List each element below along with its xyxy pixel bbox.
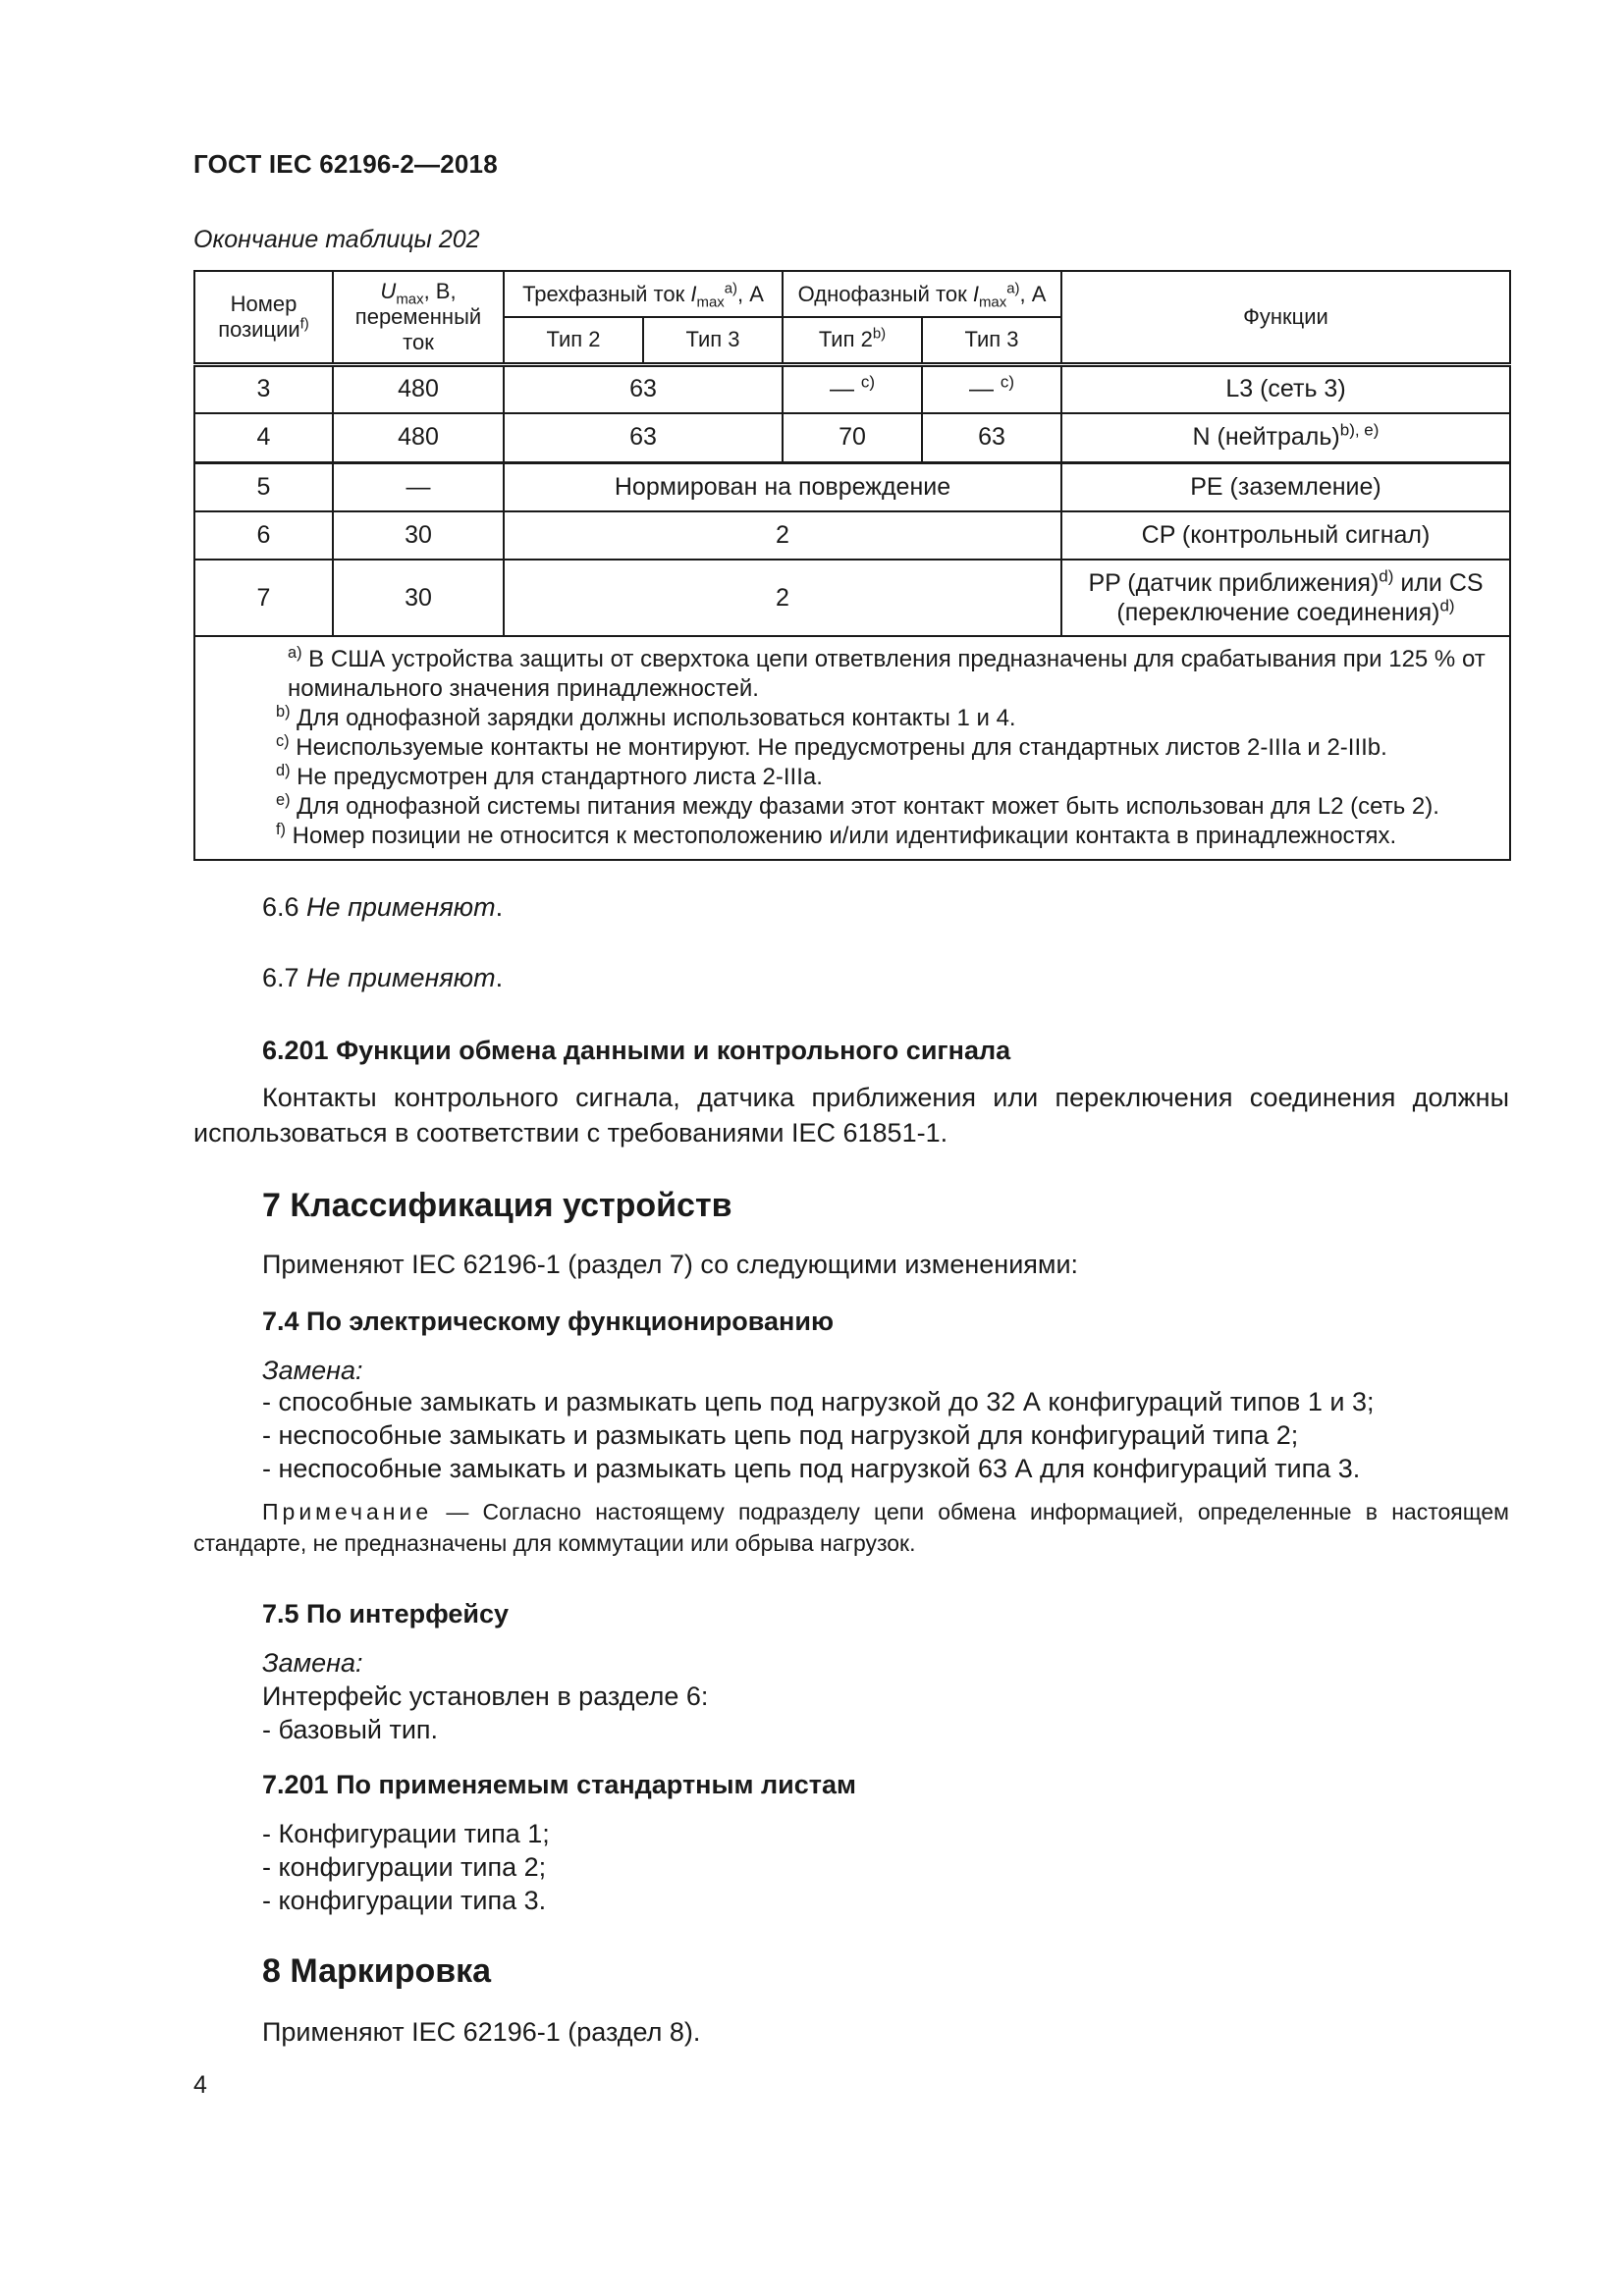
section-7-body: Применяют IEC 62196-1 (раздел 7) со следующими изменениями:	[262, 1250, 1079, 1279]
footnote: $^{f)}$ Номер позиции не относится к местоположению и/или идентификации контакта в принадлежностях.	[276, 821, 1397, 849]
cell-single-type3: — $^{c)}$	[922, 364, 1061, 413]
cell-position: 3	[194, 364, 333, 413]
header-three-type2: Тип 2	[504, 317, 643, 364]
cell-function: CP (контрольный сигнал)	[1061, 511, 1510, 560]
section-8-title: 8 Маркировка	[262, 1952, 492, 1990]
table-row	[194, 462, 1510, 511]
cell-position: 4	[194, 413, 333, 462]
section-7-5-line2: - базовый тип.	[262, 1715, 439, 1744]
header-single-type2: Тип 2$^{b)}$	[783, 317, 922, 364]
cell-function: PP (датчик приближения)$^{d)}$ или CS (переключение соединения)$^{d)}$	[1061, 560, 1510, 636]
cell-single-type3: 63	[922, 413, 1061, 462]
footnote: $^{d)}$ Не предусмотрен для стандартного листа 2-IIIa.	[276, 762, 823, 790]
list-item: - способные замыкать и размыкать цепь под нагрузкой до 32 А конфигураций типов 1 и 3;	[262, 1387, 1375, 1416]
cell-umax: 30	[333, 560, 504, 636]
table-caption: Окончание таблицы 202	[193, 226, 480, 253]
table-row	[194, 511, 1510, 560]
table-row	[194, 364, 1510, 413]
header-three-phase: Трехфазный ток $I_{max}^{a)}$, А	[504, 271, 783, 317]
footnote: $^{b)}$ Для однофазной зарядки должны использоваться контакты 1 и 4.	[276, 703, 1016, 731]
section-6-6: 6.6 Не применяют.	[262, 892, 504, 922]
section-6-7: 6.7 Не применяют.	[262, 963, 504, 992]
cell-position: 7	[194, 560, 333, 636]
cell-umax: 480	[333, 413, 504, 462]
section-7-201-title: 7.201 По применяемым стандартным листам	[262, 1770, 856, 1799]
section-6-201-title: 6.201 Функции обмена данными и контрольного сигнала	[262, 1036, 1011, 1065]
section-6-201-body: Контакты контрольного сигнала, датчика приближения или переключения соединения должны использоваться в соответствии с требованиями IEC 61851-1.	[193, 1083, 1509, 1148]
section-7-4-note: Примечание — Согласно настоящему подразделу цепи обмена информацией, определенные в настоящем стандарте, не предназначены для коммутации или обрыва нагрузок.	[193, 1499, 1509, 1556]
cell-position: 5	[194, 462, 333, 511]
table-row	[194, 560, 1510, 636]
list-item: - неспособные замыкать и размыкать цепь под нагрузкой для конфигураций типа 2;	[262, 1420, 1299, 1450]
cell-umax: —	[333, 462, 504, 511]
header-functions: Функции	[1061, 271, 1510, 364]
list-item: - Конфигурации типа 1;	[262, 1819, 550, 1848]
section-8-body: Применяют IEC 62196-1 (раздел 8).	[262, 2017, 701, 2047]
cell-umax: 480	[333, 364, 504, 413]
cell-single-type2: — $^{c)}$	[783, 364, 922, 413]
table-header-row	[194, 271, 1510, 317]
list-item: - конфигурации типа 3.	[262, 1886, 547, 1915]
section-7-title: 7 Классификация устройств	[262, 1187, 732, 1224]
footnote: $^{a)}$ В США устройства защиты от сверхтока цепи ответвления предназначены для срабатывания при 125 % от номинального значения принадлежностей.	[288, 644, 1486, 702]
header-single-type3: Тип 3	[922, 317, 1061, 364]
table-footnotes	[194, 636, 1510, 860]
cell-three-phase: 63	[504, 364, 783, 413]
cell-function: L3 (сеть 3)	[1061, 364, 1510, 413]
pin-table	[193, 270, 1511, 861]
cell-umax: 30	[333, 511, 504, 560]
footnote: $^{c)}$ Неиспользуемые контакты не монтируют. Не предусмотрены для стандартных листов 2-IIIa и 2-IIIb.	[276, 732, 1387, 761]
header-single-phase: Однофазный ток $I_{max}^{a)}$, А	[783, 271, 1061, 317]
cell-function: PE (заземление)	[1061, 462, 1510, 511]
table-notes-row	[194, 636, 1510, 860]
header-position: Номер позиции$^{f)}$	[194, 271, 333, 364]
section-7-4-replace: Замена:	[262, 1356, 363, 1385]
cell-three-phase: 63	[504, 413, 783, 462]
cell-current-merged: 2	[504, 511, 1061, 560]
section-7-5-title: 7.5 По интерфейсу	[262, 1599, 509, 1629]
header-umax: $U_{max}$, В, переменный ток	[333, 271, 504, 364]
cell-current-merged: Нормирован на повреждение	[504, 462, 1061, 511]
document-header: ГОСТ IEC 62196-2—2018	[193, 149, 498, 179]
cell-current-merged: 2	[504, 560, 1061, 636]
cell-single-type2: 70	[783, 413, 922, 462]
page-number: 4	[193, 2071, 207, 2099]
section-7-5-line1: Интерфейс установлен в разделе 6:	[262, 1682, 709, 1711]
table-row	[194, 413, 1510, 462]
footnote: $^{e)}$ Для однофазной системы питания между фазами этот контакт может быть использован для L2 (сеть 2).	[276, 791, 1439, 820]
header-three-type3: Тип 3	[643, 317, 783, 364]
cell-function: N (нейтраль)$^{b), e)}$	[1061, 413, 1510, 462]
section-7-5-replace: Замена:	[262, 1648, 363, 1678]
list-item: - неспособные замыкать и размыкать цепь под нагрузкой 63 А для конфигураций типа 3.	[262, 1454, 1361, 1483]
list-item: - конфигурации типа 2;	[262, 1852, 547, 1882]
section-7-4-title: 7.4 По электрическому функционированию	[262, 1307, 835, 1336]
cell-position: 6	[194, 511, 333, 560]
